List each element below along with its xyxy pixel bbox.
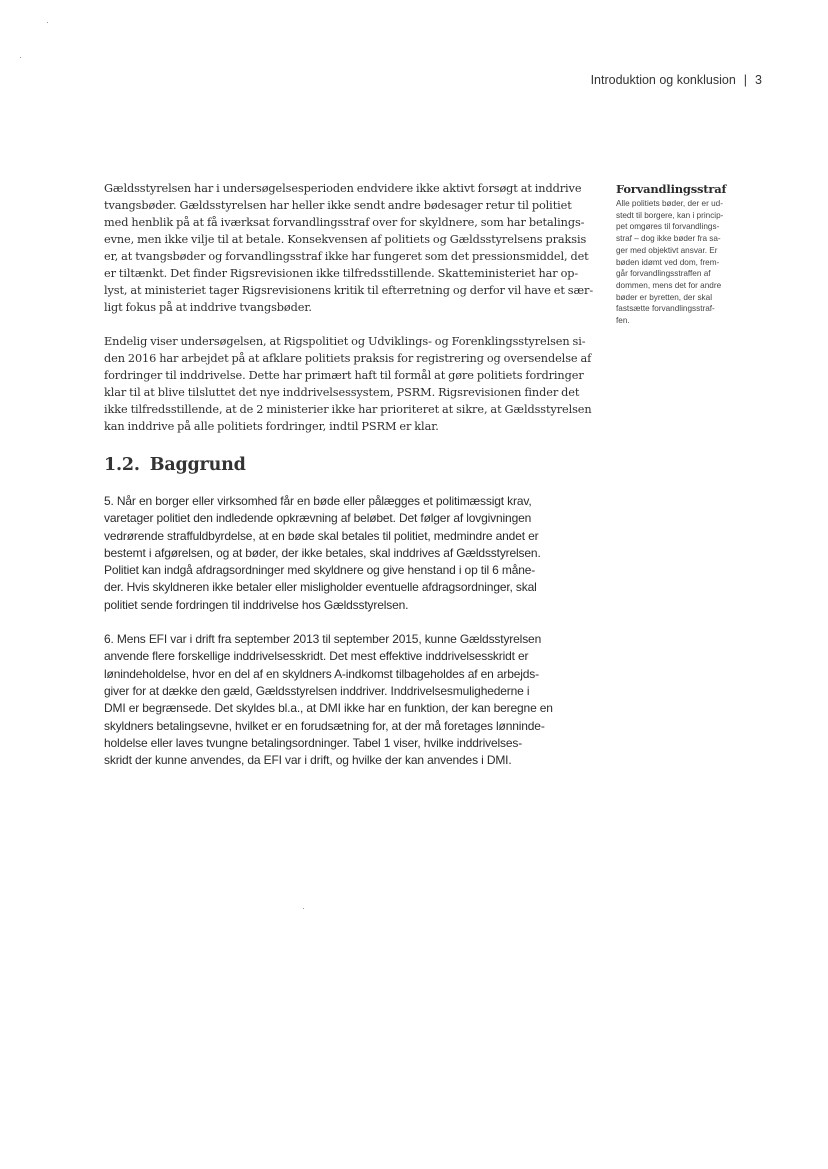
scan-speck [47,22,48,23]
section-title: Introduktion og konklusion [590,73,736,87]
text-line: 6. Mens EFI var i drift fra september 2013 til september 2015, kunne Gældsstyrelsen [104,632,542,647]
text-line: evne, men ikke vilje til at betale. Konsekvensen af politiets og Gældsstyrelsens praksis [104,233,587,246]
paragraph-intro-1 [104,180,594,316]
header-separator: | [743,73,748,87]
text-line: dommen, mens det for andre [616,280,722,290]
text-line: DMI er begrænsede. Det skyldes bl.a., at DMI ikke har en funktion, der kan beregne en [104,701,553,716]
text-line: anvende flere forskellige inddrivelsesskridt. Det mest effektive inddrivelsesskridt er [104,649,529,664]
paragraph-background-6 [104,631,586,769]
section-heading [104,455,586,475]
text-line: bestemt i afgørelsen, og at bøder, der ikke betales, skal inddrives af Gældsstyrelsen. [104,545,541,560]
text-line: fastsætte forvandlingsstraf- [616,304,715,314]
text-line: vedrørende straffuldbyrdelse, at en bøde skal betales til politiet, medmindre andet er [104,528,539,543]
section-number: 1.2. [104,455,140,475]
text-line: fen. [616,316,630,326]
main-column [104,180,594,786]
section-title-text: Baggrund [149,455,246,475]
text-line: Endelig viser undersøgelsen, at Rigspolitiet og Udviklings- og Forenklingsstyrelsen si- [104,335,586,348]
text-line: giver for at dække den gæld, Gældsstyrelsen inddriver. Inddrivelsesmulighederne i [104,683,530,698]
text-line: Gældsstyrelsen har i undersøgelsesperioden endvidere ikke aktivt forsøgt at inddrive [104,182,582,195]
text-line: der. Hvis skyldneren ikke betaler eller misligholder eventuelle afdragsordninger, skal [104,580,537,595]
text-line: bøder er byretten, der skal [616,292,713,302]
text-line: klar til at blive tilsluttet det nye inddrivelsessystem, PSRM. Rigsrevisionen finder det [104,386,580,399]
text-line: ger med objektivt ansvar. Er [616,245,718,255]
text-line: ligt fokus på at inddrive tvangsbøder. [104,301,312,314]
text-line: lyst, at ministeriet tager Rigsrevisionens kritik til efterretning og derfor vil have et sær- [104,284,594,297]
text-line: holdelse eller laves tvungne betalingsordninger. Tabel 1 viser, hvilke inddrivelses- [104,735,523,750]
margin-note-text [616,198,766,327]
text-line: er, at tvangsbøder og forvandlingsstraf ikke har fungeret som det pressionsmiddel, det [104,250,589,263]
text-line: fordringer til inddrivelse. Dette har primært haft til formål at gøre politiets fordringer [104,369,584,382]
text-line: stedt til borgere, kan i princip- [616,210,724,220]
text-line: den 2016 har arbejdet på at afklare politiets praksis for registrering og oversendelse af [104,352,592,365]
paragraph-intro-2 [104,333,592,435]
text-line: pet omgøres til forvandlings- [616,222,720,232]
text-line: kan inddrive på alle politiets fordringer, indtil PSRM er klar. [104,420,439,433]
margin-note-title: Forvandlingsstraf [616,182,727,196]
text-line: tvangsbøder. Gældsstyrelsen har heller ikke sendt andre bødesager retur til politiet [104,199,572,212]
running-header [591,73,762,87]
text-line: skyldners betalingsevne, hvilket er en forudsætning for, at der må foretages lønninde- [104,718,545,733]
text-line: lønindeholdelse, hvor en del af en skyldners A-indkomst tilbageholdes af en arbejds- [104,666,539,681]
text-line: med henblik på at få iværksat forvandlingsstraf over for skyldnere, som har betalings- [104,216,585,229]
scan-speck [303,908,304,909]
text-line: politiet sende fordringen til inddrivelse hos Gældsstyrelsen. [104,597,409,612]
text-line: skridt der kunne anvendes, da EFI var i drift, og hvilke der kan anvendes i DMI. [104,753,512,768]
page-number: 3 [755,73,762,87]
paragraph-background-5 [104,493,586,614]
text-line: er tiltænkt. Det finder Rigsrevisionen ikke tilfredsstillende. Skatteministeriet har op- [104,267,579,280]
text-line: går forvandlingsstraffen af [616,269,711,279]
text-line: bøden idømt ved dom, frem- [616,257,720,267]
text-line: Alle politiets bøder, der er ud- [616,199,723,208]
text-line: straf – dog ikke bøder fra sa- [616,234,721,244]
text-line: ikke tilfredsstillende, at de 2 ministerier ikke har prioriteret at sikre, at Gældsstyrelsen [104,403,592,416]
text-line: varetager politiet den indledende opkrævning af beløbet. Det følger af lovgivningen [104,511,532,526]
text-line: Politiet kan indgå afdragsordninger med skyldnere og give henstand i op til 6 måne- [104,563,536,578]
scan-speck [20,57,21,58]
margin-note [616,182,766,327]
text-line: 5. Når en borger eller virksomhed får en bøde eller pålægges et politimæssigt krav, [104,494,532,508]
